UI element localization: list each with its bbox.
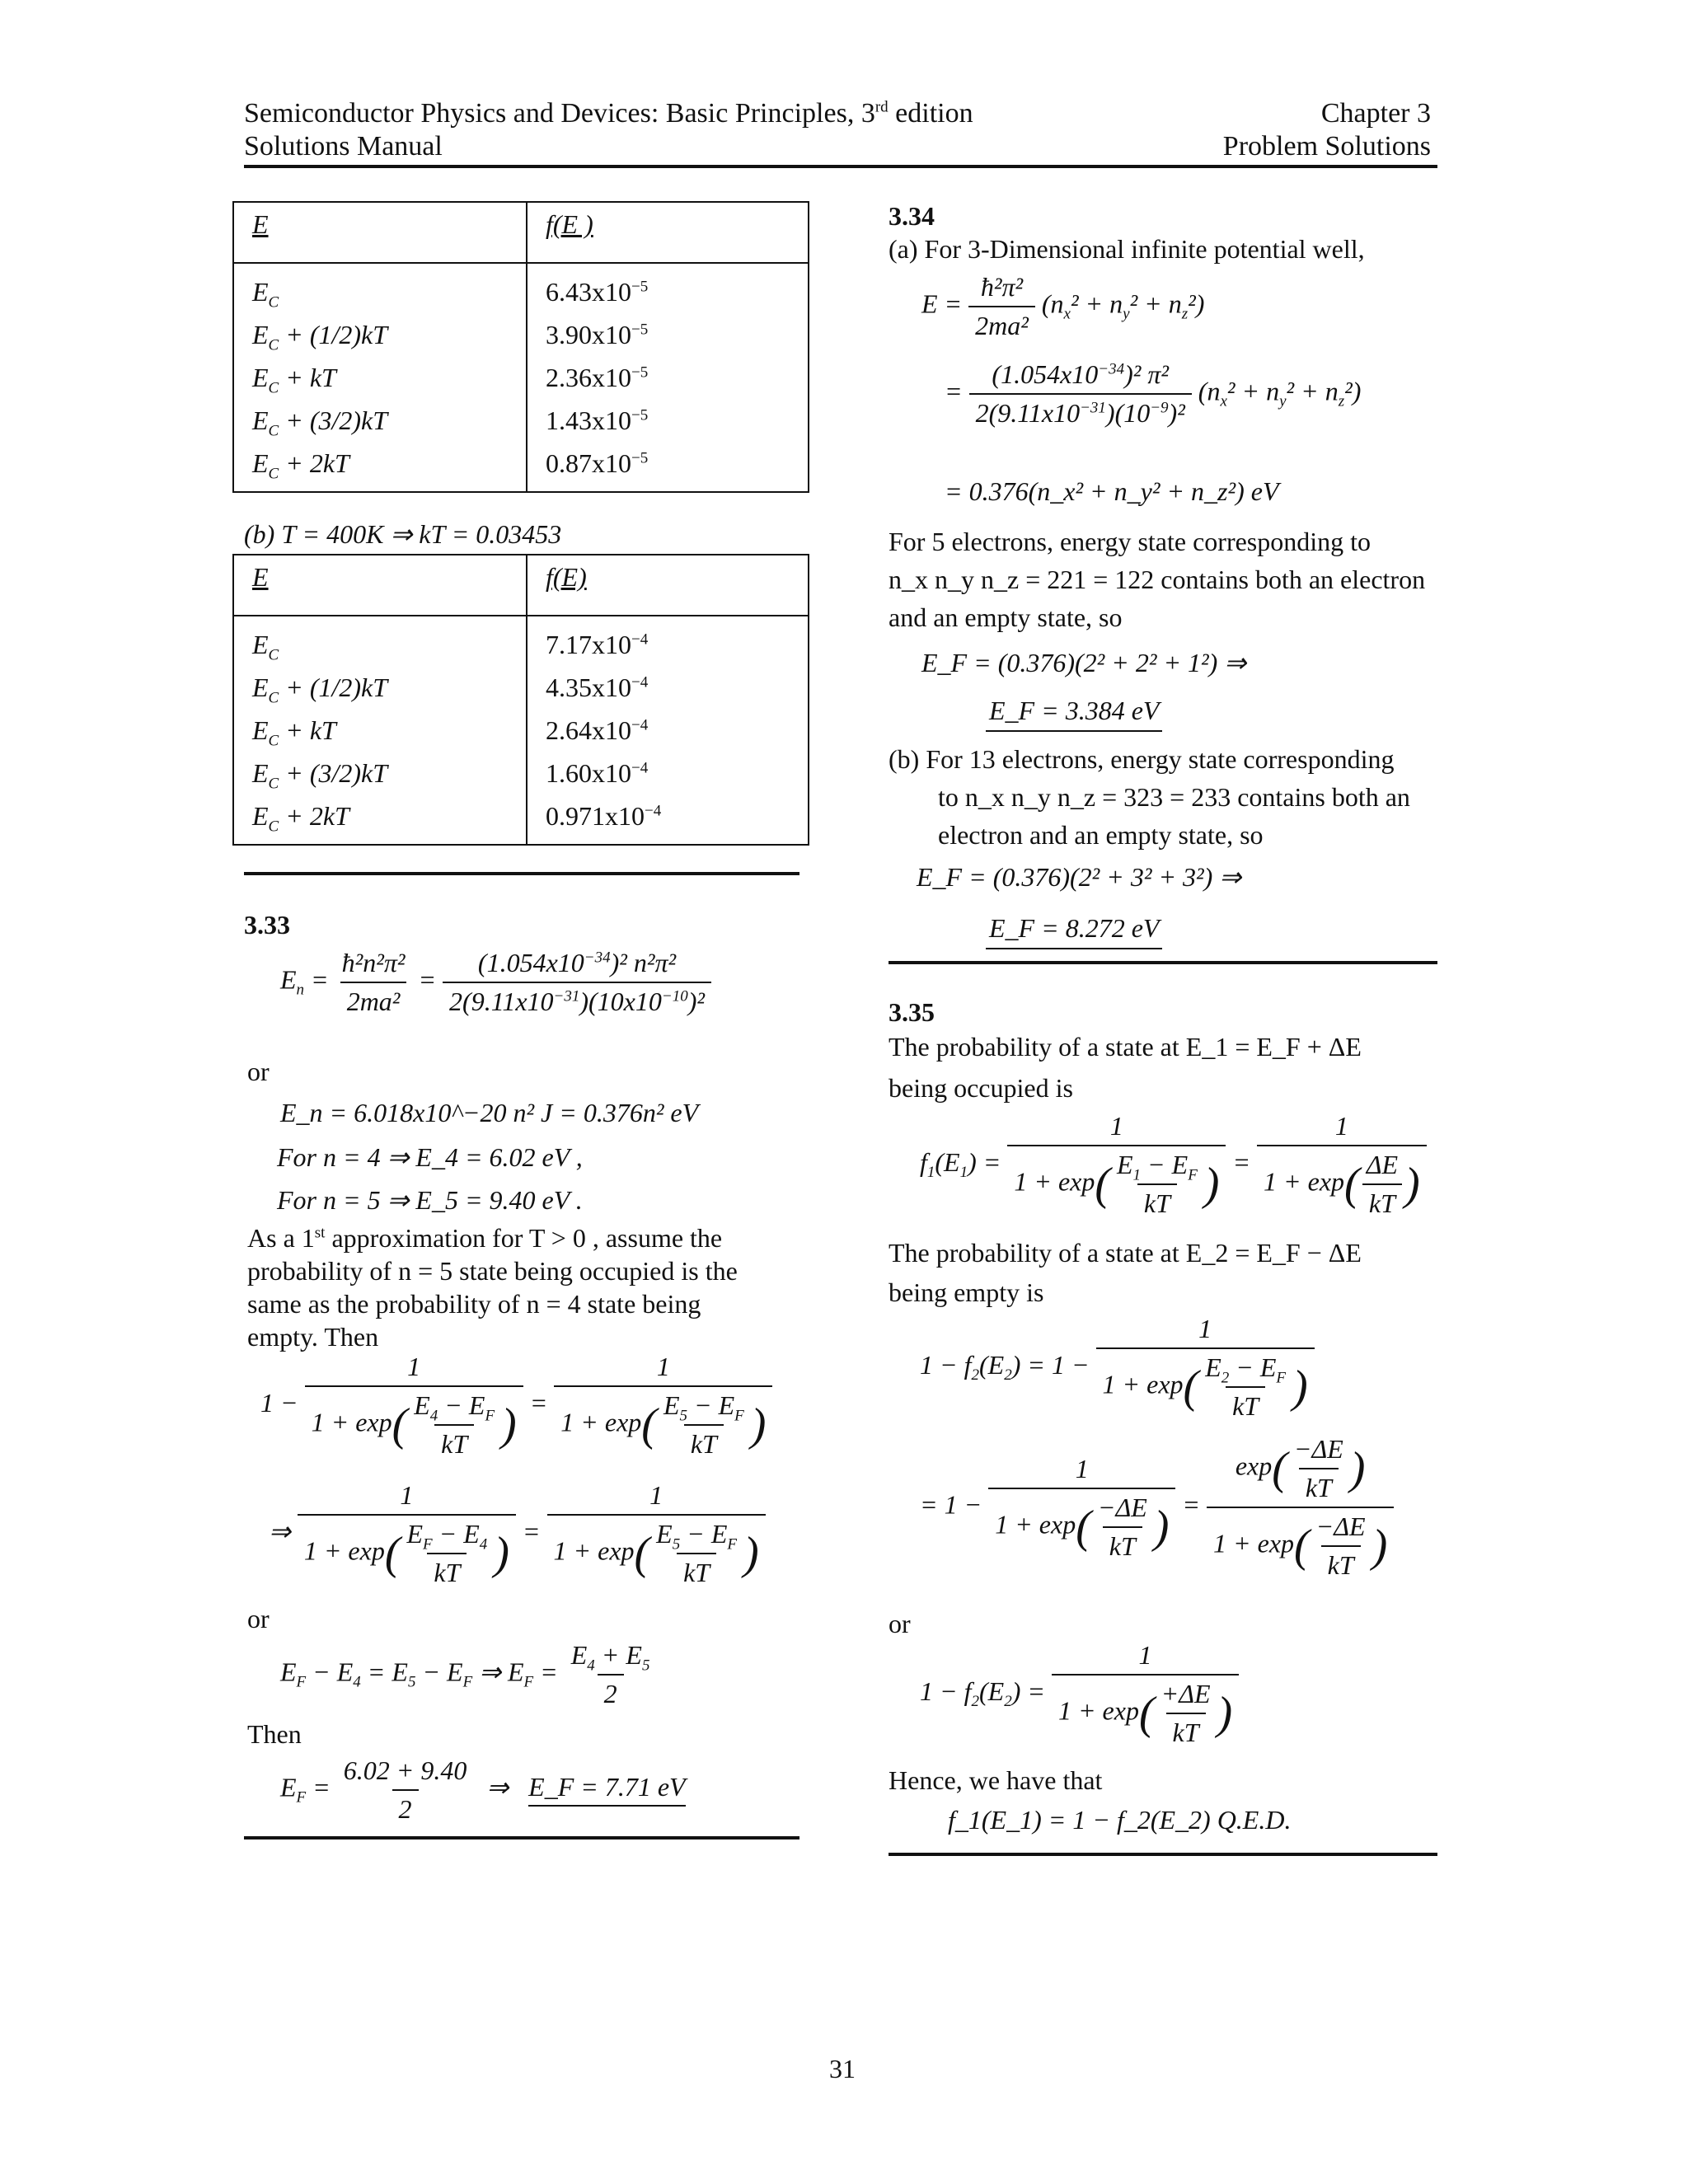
col-f-header: f(E ): [546, 209, 593, 239]
p335-f1-formula: $f_1(E_1)$ = 1 1 + exp( $\frac{E_1 - E_F}{kT}$ ) = 1 1 + exp( $\frac{\Delta E}{kT}$ ): [920, 1111, 1427, 1219]
p335-line4: being empty is: [889, 1277, 1044, 1307]
ef-result: E_F = 7.71 eV: [528, 1772, 685, 1807]
p334-ef-a-calc: E_F = (0.376)(2² + 2² + 1²) ⇒: [921, 648, 1247, 677]
p335-f2-simplified: = 1 − 1 1 + exp( $\frac{-\Delta E}{kT}$ ) = exp( $\frac{-\Delta E}{kT}$ ) 1 + exp( $\frac{-\Delta E}{kT}$ ): [920, 1434, 1394, 1581]
p335-f2-formula: $1 - f_2(E_2) = 1$ − 1 1 + exp( $\frac{E_2 - E_F}{kT}$ ): [920, 1314, 1315, 1422]
section-rule: [244, 872, 799, 875]
problem-3-33-number: 3.33: [244, 910, 290, 940]
problem-3-35-number: 3.35: [889, 997, 935, 1027]
fe-table-300k: [232, 201, 809, 493]
n4-line: For n = 4 ⇒ E_4 = 6.02 eV ,: [277, 1142, 583, 1172]
p335-qed: f_1(E_1) = 1 − f_2(E_2) Q.E.D.: [948, 1805, 1292, 1835]
bottom-rule-left: [244, 1836, 799, 1840]
p334-a-intro: (a) For 3-Dimensional infinite potential well,: [889, 234, 1365, 264]
bottom-rule-right: [889, 1853, 1437, 1856]
energy-column-b: $E_C$ $E_C + (1/2)kT$ $E_C$ + kT $E_C + (3/2)kT$ $E_C + 2kT$: [233, 616, 527, 845]
fe-row-0: $6.43x10^{-5}$: [546, 277, 649, 307]
eq-occupancy-1: 1 − 1 1 + exp( $\frac{E_4 - E_F}{kT}$ ) = 1 1 + exp( $\frac{E_5 - E_F}{kT}$ ): [260, 1352, 772, 1460]
en-result: E_n = 6.018x10^−20 n² J = 0.376n² eV: [280, 1098, 699, 1127]
energy-column: [233, 263, 527, 492]
header-right: Chapter 3 Problem Solutions: [1222, 98, 1431, 162]
energy-row-2: $E_C$ + kT: [252, 363, 336, 397]
p334-ef-b-calc: E_F = (0.376)(2² + 3² + 3²) ⇒: [917, 862, 1242, 892]
page-number: 31: [829, 2054, 856, 2083]
p335-hence: Hence, we have that: [889, 1765, 1103, 1795]
header-left: Semiconductor Physics and Devices: Basic Principles, 3rd edition Solutions Manual: [244, 98, 973, 162]
p335-or: or: [889, 1609, 911, 1638]
or-1: or: [247, 1057, 270, 1086]
then-label: Then: [247, 1719, 302, 1749]
p334-energy-formula: E = $\frac{\text{ħ²π²}}{\text{2ma²}}$ $(n_x^2 + n_y^2 + n_z^2)$: [921, 272, 1205, 340]
fe-row-2: $2.36x10^{-5}$: [546, 363, 649, 392]
energy-row-4: $E_C + 2kT$: [252, 448, 349, 483]
en-formula: $E_n$ = $\frac{\text{ħ²n²π²}}{\text{2ma²}}$ = $\frac{(1.054x10^{-34})^2 n^2\pi^2}{2(9.11x10^{-31})(10x10^{-10})^2}$: [280, 948, 711, 1017]
energy-row-3: $E_C + (3/2)kT$: [252, 405, 388, 440]
problem-3-34-number: 3.34: [889, 201, 935, 231]
fe-column: [527, 263, 809, 492]
p334-five-electrons: For 5 electrons, energy state corresponding to n_x n_y n_z = 221 = 122 contains both an electron and an empty state, so: [889, 527, 1426, 632]
eq-ef-result: $E_F$ = $\frac{6.02 + 9.40}{2}$ ⇒ E_F = 7.71 eV: [280, 1755, 686, 1824]
col-e-header-b: E: [252, 562, 269, 592]
p335-line2: being occupied is: [889, 1073, 1073, 1103]
p335-f2-final: $1 - f_2(E_2)$ = 1 1 + exp( $\frac{+\Delta E}{kT}$ ): [920, 1640, 1239, 1748]
header-rule: [244, 165, 1437, 168]
p334-result: = 0.376(n_x² + n_y² + n_z²) eV: [945, 476, 1279, 506]
approx-paragraph: As a 1st approximation for T > 0 , assume the probability of n = 5 state being occupied is the same as the probability of n = 4 state being empty. Then: [247, 1223, 738, 1352]
or-2: or: [247, 1604, 270, 1633]
energy-row-1: $E_C + (1/2)kT$: [252, 320, 388, 354]
section-rule-right: [889, 961, 1437, 964]
n5-line: For n = 5 ⇒ E_5 = 9.40 eV .: [277, 1185, 583, 1215]
p334-energy-numeric: = $\frac{(1.054x10^{-34})^2 \pi^2}{2(9.11x10^{-31})(10^{-9})^2}$ $(n_x^2 + n_y^2 + n_z^2)$: [945, 359, 1362, 428]
p335-line3: The probability of a state at E_2 = E_F − ΔE: [889, 1238, 1362, 1268]
col-e-header: E: [252, 209, 269, 239]
p334-part-b: (b) For 13 electrons, energy state corresponding to n_x n_y n_z = 323 = 233 contains both an electron and an empty state, so: [889, 744, 1410, 850]
p334-ef-a: E_F = 3.384 eV: [986, 694, 1162, 732]
part-b-label: (b) T = 400K ⇒ kT = 0.03453: [244, 519, 562, 549]
eq-ef-average: $E_F - E_4 = E_5 - E_F$ ⇒ $E_F$ = $\frac{E_4 + E_5}{2}$: [280, 1640, 650, 1708]
energy-row-0: $E_C$: [252, 277, 279, 312]
eq-occupancy-2: ⇒ 1 1 + exp( $\frac{E_F - E_4}{kT}$ ) = 1 1 + exp( $\frac{E_5 - E_F}{kT}$ ): [269, 1480, 766, 1588]
fe-row-4: $0.87x10^{-5}$: [546, 448, 649, 478]
p335-line1: The probability of a state at E_1 = E_F + ΔE: [889, 1032, 1362, 1062]
fe-row-3: $1.43x10^{-5}$: [546, 405, 649, 435]
fe-column-b: $7.17x10^{-4}$ $4.35x10^{-4}$ $2.64x10^{-4}$ $1.60x10^{-4}$ $0.971x10^{-4}$: [527, 616, 809, 845]
fe-row-1: $3.90x10^{-5}$: [546, 320, 649, 349]
p334-ef-b: E_F = 8.272 eV: [986, 912, 1162, 949]
col-f-header-b: f(E): [546, 562, 587, 592]
fe-table-400k: [232, 554, 809, 846]
